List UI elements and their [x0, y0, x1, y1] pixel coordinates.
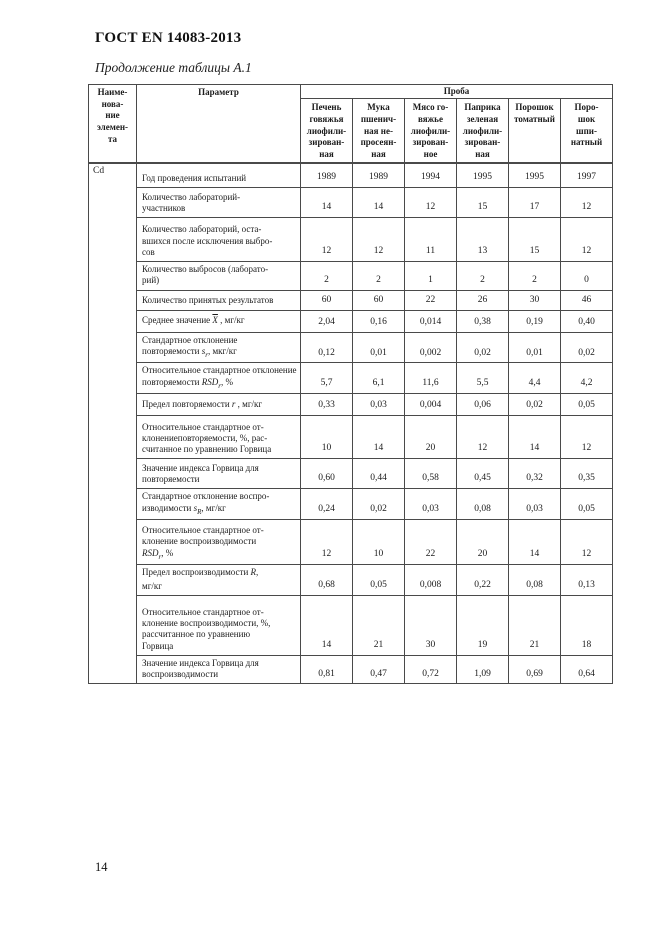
table-row: [89, 565, 613, 596]
value-cell: 0,16: [353, 310, 405, 332]
value-cell: 12: [301, 520, 353, 565]
parameter-symbol: R: [250, 567, 257, 578]
parameter-label: Количество лабораторий- участников: [142, 191, 241, 213]
parameter-cell: [137, 489, 301, 520]
data-table: [88, 84, 613, 684]
value-cell: 0,35: [561, 459, 613, 489]
table-row: [89, 416, 613, 459]
table-row: [89, 595, 613, 655]
value-cell: 0,22: [457, 565, 509, 596]
value-cell: 0,05: [561, 394, 613, 416]
parameter-symbol: $\overline{X}$: [212, 315, 218, 326]
parameter-symbol: r: [231, 398, 236, 409]
value-cell: 0,69: [509, 655, 561, 684]
table-header-row-top: [89, 85, 613, 99]
sample-group-header: Проба: [301, 85, 613, 99]
value-cell: 20: [457, 520, 509, 565]
value-cell: 12: [561, 218, 613, 262]
value-cell: 22: [405, 520, 457, 565]
value-cell: 0,64: [561, 655, 613, 684]
parameter-label-suffix: , мг/кг: [235, 398, 263, 409]
value-cell: 12: [561, 416, 613, 459]
parameter-cell: [137, 459, 301, 489]
parameter-cell: [137, 655, 301, 684]
parameter-label: Предел воспроизводимости: [142, 567, 251, 578]
parameter-label: Значение индекса Горвица для повторяемости: [142, 462, 259, 485]
value-cell: 0,33: [301, 394, 353, 416]
value-cell: 0,008: [405, 565, 457, 596]
value-cell: 30: [509, 290, 561, 310]
table-row: [89, 655, 613, 684]
value-cell: 1995: [457, 163, 509, 188]
value-cell: 0,72: [405, 655, 457, 684]
value-cell: 21: [353, 595, 405, 655]
value-cell: 11: [405, 218, 457, 262]
element-column-header: Наиме- нова- ние элемен- та: [89, 85, 137, 163]
value-cell: 6,1: [353, 363, 405, 394]
value-cell: 1: [405, 262, 457, 291]
parameter-cell: [137, 262, 301, 291]
value-cell: 0: [561, 262, 613, 291]
sample-column-header: Мясо го- вяжье лиофили- зирован- ное: [405, 99, 457, 163]
parameter-cell: [137, 363, 301, 394]
value-cell: 0,01: [509, 332, 561, 363]
parameter-label: Количество выбросов (лаборато- рий): [142, 264, 269, 286]
value-cell: 4,2: [561, 363, 613, 394]
value-cell: 0,004: [405, 394, 457, 416]
value-cell: 60: [353, 290, 405, 310]
value-cell: 21: [509, 595, 561, 655]
sample-column-header: Печень говяжья лиофили- зирован- ная: [301, 99, 353, 163]
value-cell: 0,002: [405, 332, 457, 363]
parameter-label: Стандартное отклонение повторяемости: [142, 334, 238, 356]
parameter-label-suffix: , мг/кг: [217, 315, 245, 326]
value-cell: 0,03: [509, 489, 561, 520]
value-cell: 0,19: [509, 310, 561, 332]
value-cell: 12: [561, 520, 613, 565]
table-caption: Продолжение таблицы А.1: [95, 60, 252, 75]
value-cell: 0,13: [561, 565, 613, 596]
value-cell: 0,40: [561, 310, 613, 332]
value-cell: 2: [457, 262, 509, 291]
parameter-label: Значение индекса Горвица для воспроизводимости: [142, 657, 259, 680]
parameter-label: Относительное стандартное от- клонениеповторяемости, %, рас- считанное по уравнению Горвица: [142, 421, 272, 455]
value-cell: 0,014: [405, 310, 457, 332]
element-cell: Cd: [89, 163, 137, 684]
table-row: [89, 363, 613, 394]
sample-column-header: Паприка зеленая лиофили- зирован- ная: [457, 99, 509, 163]
parameter-label: Относительное стандартное от- клонение воспроизводимости: [142, 525, 264, 547]
value-cell: 2: [353, 262, 405, 291]
parameter-label: Количество принятых результатов: [142, 295, 274, 306]
value-cell: 12: [301, 218, 353, 262]
value-cell: 0,12: [301, 332, 353, 363]
value-cell: 12: [405, 188, 457, 218]
value-cell: 0,03: [405, 489, 457, 520]
value-cell: 0,32: [509, 459, 561, 489]
parameter-cell: [137, 332, 301, 363]
parameter-cell: [137, 163, 301, 188]
value-cell: 0,81: [301, 655, 353, 684]
parameter-cell: [137, 188, 301, 218]
parameter-cell: [137, 218, 301, 262]
value-cell: 13: [457, 218, 509, 262]
parameter-label-suffix: , мг/кг: [142, 567, 259, 591]
value-cell: 20: [405, 416, 457, 459]
value-cell: 1989: [353, 163, 405, 188]
parameter-label: Количество лабораторий, оста- вшихся после исключения выбро- сов: [142, 224, 273, 257]
parameter-label: Стандартное отклонение воспро- изводимости: [142, 491, 270, 513]
value-cell: 30: [405, 595, 457, 655]
value-cell: 11,6: [405, 363, 457, 394]
table-row: [89, 459, 613, 489]
parameter-label-suffix: , %: [220, 376, 233, 387]
table-row: [89, 218, 613, 262]
value-cell: 17: [509, 188, 561, 218]
parameter-column-header: Параметр: [137, 85, 301, 163]
table-body: [89, 163, 613, 684]
value-cell: 14: [509, 416, 561, 459]
table-header: [89, 85, 613, 163]
document-header: [95, 30, 612, 76]
value-cell: 1995: [509, 163, 561, 188]
parameter-symbol: $RSD_r$: [201, 376, 221, 390]
table-row: [89, 520, 613, 565]
value-cell: 46: [561, 290, 613, 310]
parameter-cell: [137, 394, 301, 416]
value-cell: 0,47: [353, 655, 405, 684]
table-row: [89, 163, 613, 188]
parameter-symbol: $RSD_r$: [142, 547, 162, 561]
parameter-cell: [137, 565, 301, 596]
parameter-cell: [137, 310, 301, 332]
value-cell: 14: [353, 188, 405, 218]
value-cell: 0,60: [301, 459, 353, 489]
value-cell: 15: [457, 188, 509, 218]
value-cell: 0,03: [353, 394, 405, 416]
table-row: [89, 188, 613, 218]
value-cell: 0,68: [301, 565, 353, 596]
parameter-label-suffix: , мг/кг: [201, 502, 226, 513]
page-number: 14: [95, 860, 108, 874]
value-cell: 0,02: [457, 332, 509, 363]
value-cell: 4,4: [509, 363, 561, 394]
value-cell: 15: [509, 218, 561, 262]
parameter-label: Относительное стандартное отклонение повторяемости: [142, 365, 297, 387]
value-cell: 12: [561, 188, 613, 218]
value-cell: 14: [353, 416, 405, 459]
parameter-symbol: $s_R$: [193, 502, 202, 516]
value-cell: 10: [353, 520, 405, 565]
value-cell: 5,5: [457, 363, 509, 394]
parameter-label-suffix: , %: [161, 547, 174, 558]
sample-column-header: Поро- шок шпи- натный: [561, 99, 613, 163]
value-cell: 18: [561, 595, 613, 655]
sample-column-header: Мука пшенич- ная не- просеян- ная: [353, 99, 405, 163]
value-cell: 26: [457, 290, 509, 310]
value-cell: 0,05: [353, 565, 405, 596]
value-cell: 0,02: [353, 489, 405, 520]
table-row: [89, 489, 613, 520]
value-cell: 19: [457, 595, 509, 655]
value-cell: 1989: [301, 163, 353, 188]
parameter-cell: [137, 416, 301, 459]
value-cell: 12: [457, 416, 509, 459]
value-cell: 5,7: [301, 363, 353, 394]
parameter-label: Относительное стандартное от- клонение воспроизводимости, %, рассчитанное по уравнению Горвица: [142, 606, 271, 651]
value-cell: 60: [301, 290, 353, 310]
sample-column-header: Порошок томатный: [509, 99, 561, 163]
value-cell: 0,45: [457, 459, 509, 489]
value-cell: 0,08: [457, 489, 509, 520]
table-row: [89, 394, 613, 416]
parameter-cell: [137, 290, 301, 310]
table-row: [89, 262, 613, 291]
value-cell: 14: [301, 595, 353, 655]
parameter-label: Предел повторяемости: [142, 398, 232, 409]
value-cell: 1994: [405, 163, 457, 188]
value-cell: 0,01: [353, 332, 405, 363]
value-cell: 0,44: [353, 459, 405, 489]
doc-title: ГОСТ EN 14083-2013: [95, 30, 242, 46]
table-row: [89, 310, 613, 332]
value-cell: 1,09: [457, 655, 509, 684]
parameter-label: Год проведения испытаний: [142, 172, 247, 183]
value-cell: 14: [509, 520, 561, 565]
parameter-cell: [137, 520, 301, 565]
value-cell: 0,08: [509, 565, 561, 596]
value-cell: 1997: [561, 163, 613, 188]
value-cell: 0,02: [509, 394, 561, 416]
value-cell: 0,38: [457, 310, 509, 332]
value-cell: 2: [509, 262, 561, 291]
value-cell: 12: [353, 218, 405, 262]
value-cell: 0,02: [561, 332, 613, 363]
value-cell: 2: [301, 262, 353, 291]
table-row: [89, 332, 613, 363]
parameter-cell: [137, 595, 301, 655]
parameter-symbol: $s_r$: [201, 345, 208, 359]
parameter-label-suffix: , мкг/кг: [207, 345, 237, 356]
value-cell: 0,05: [561, 489, 613, 520]
value-cell: 10: [301, 416, 353, 459]
value-cell: 0,24: [301, 489, 353, 520]
value-cell: 2,04: [301, 310, 353, 332]
value-cell: 22: [405, 290, 457, 310]
parameter-label: Среднее значение: [142, 315, 213, 326]
value-cell: 14: [301, 188, 353, 218]
table-row: [89, 290, 613, 310]
value-cell: 0,58: [405, 459, 457, 489]
value-cell: 0,06: [457, 394, 509, 416]
